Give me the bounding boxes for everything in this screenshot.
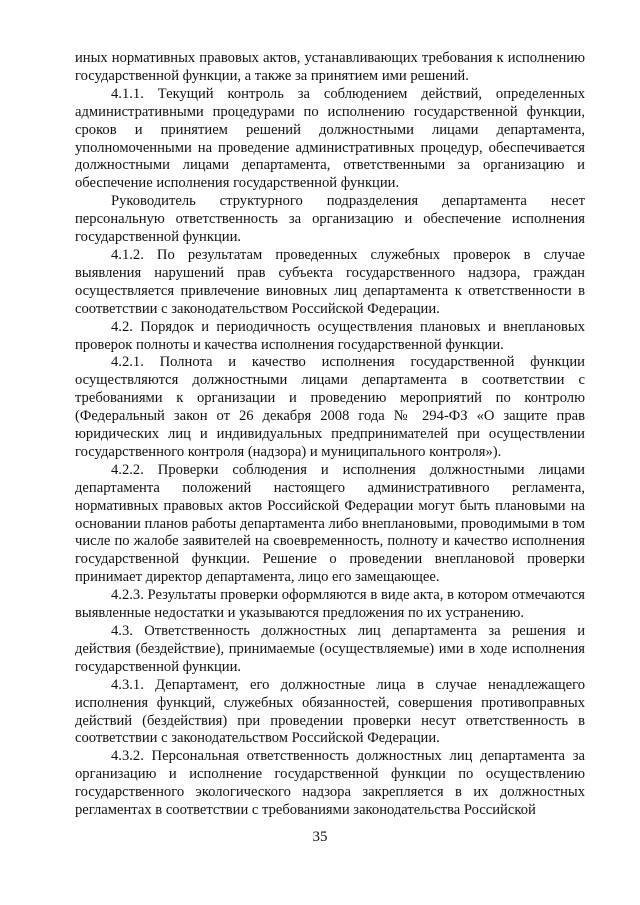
document-body xyxy=(75,50,585,820)
paragraph-4-1-1: 4.1.1. Текущий контроль за соблюдением действий, определенных административными процедурами по исполнению государственной функции, сроков и принятием решений должностными лицами департамента, уполномоченными на проведение административных процедур, обеспечивается должностными лицами департамента, ответственными за организацию и обеспечение исполнения государственной функции. xyxy=(75,85,585,192)
paragraph-4-3-1: 4.3.1. Департамент, его должностные лица в случае ненадлежащего исполнения функций, служебных обязанностей, совершения противоправных действий (бездействия) при проведении проверки несут ответственность в соответствии с законодательством Российской Федерации. xyxy=(75,676,585,747)
paragraph-4-2: 4.2. Порядок и периодичность осуществления плановых и внеплановых проверок полноты и качества исполнения государственной функции. xyxy=(75,318,585,353)
paragraph-head-responsibility: Руководитель структурного подразделения департамента несет персональную ответственность за организацию и обеспечение исполнения государственной функции. xyxy=(75,193,585,246)
page-number: 35 xyxy=(312,829,328,845)
paragraph-4-2-3: 4.2.3. Результаты проверки оформляются в виде акта, в котором отмечаются выявленные недостатки и указываются предложения по их устранению. xyxy=(75,587,585,622)
paragraph-4-2-1: 4.2.1. Полнота и качество исполнения государственной функции осуществляются должностными лицами департамента в соответствии с требованиями к организации и проведению мероприятий по контролю (Федеральный закон от 26 декабря 2008 года № 294-ФЗ «О защите прав юридических лиц и индивидуальных предпринимателей при осуществлении государственного контроля (надзора) и муниципального контроля»). xyxy=(75,354,585,460)
paragraph-4-3: 4.3. Ответственность должностных лиц департамента за решения и действия (бездействие), принимаемые (осуществляемые) ими в ходе исполнения государственной функции. xyxy=(75,623,585,675)
paragraph-4-1-2: 4.1.2. По результатам проведенных служебных проверок в случае выявления нарушений прав субъекта государственного надзора, граждан осуществляется привлечение виновных лиц департамента к ответственности в соответствии с законодательством Российской Федерации. xyxy=(75,246,585,317)
paragraph-continuation: иных нормативных правовых актов, устанавливающих требования к исполнению государственной функции, а также за принятием ими решений. xyxy=(75,50,585,84)
paragraph-4-2-2: 4.2.2. Проверки соблюдения и исполнения должностными лицами департамента положений настоящего административного регламента, нормативных правовых актов Российской Федерации могут быть плановыми на основании планов работы департамента либо внеплановыми, проводимыми в том числе по жалобе заявителей на своевременность, полноту и качество исполнения государственной функции. Решение о проведении внеплановой проверки принимает директор департамента, лицо его замещающее. xyxy=(75,461,585,586)
paragraph-4-3-2: 4.3.2. Персональная ответственность должностных лиц департамента за организацию и исполнение государственной функции по осуществлению государственного экологического надзора закрепляется в их должностных регламентах в соответствии с требованиями законодательства Российской xyxy=(75,748,585,819)
